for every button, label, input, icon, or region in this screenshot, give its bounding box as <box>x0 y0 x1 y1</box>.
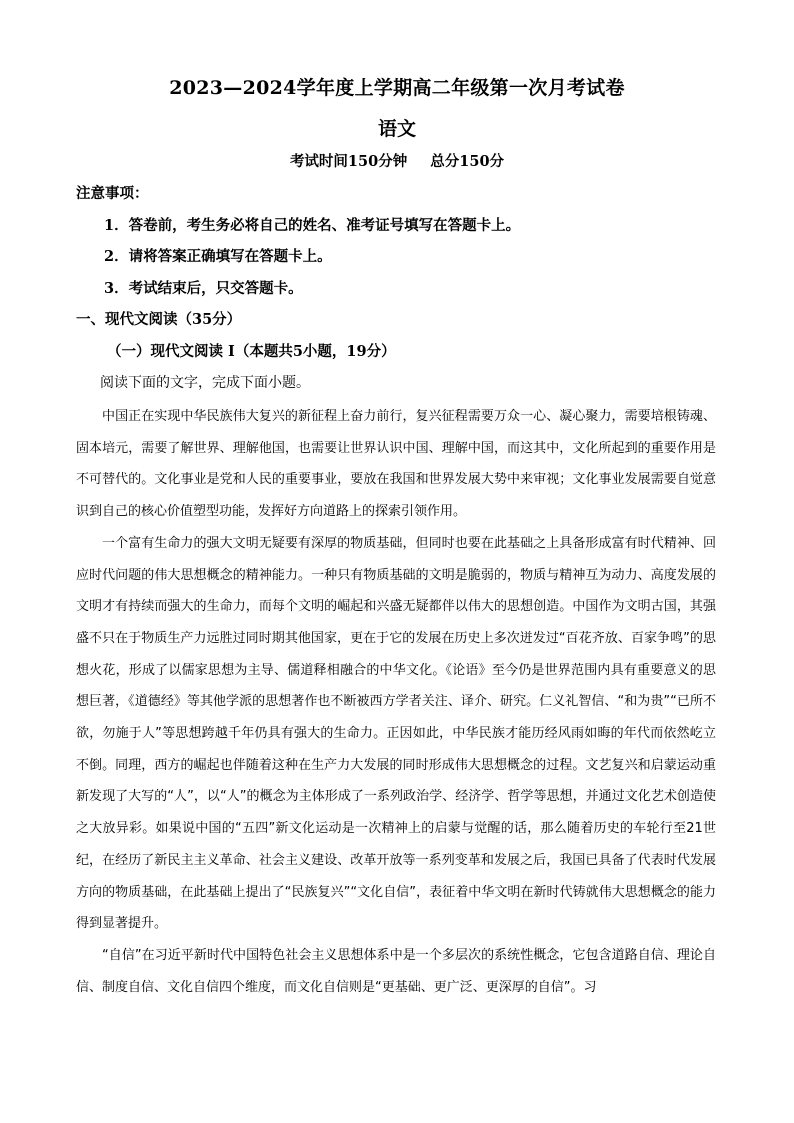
notice-heading: 注意事项： <box>76 185 149 202</box>
notice-item: 2．请将答案正确填写在答题卡上。 <box>104 248 332 265</box>
exam-title: 2023—2024学年度上学期高二年级第一次月考试卷 <box>169 77 625 99</box>
exam-time: 考试时间150分钟 <box>289 153 408 170</box>
subsection-heading: （一）现代文阅读 I（本题共5小题，19分） <box>107 343 396 360</box>
passage-paragraph: 中国正在实现中华民族伟大复兴的新征程上奋力前行，复兴征程需要万众一心、凝心聚力，需要培根铸魂、固本培元，需要了解世界、理解他国，也需要让世界认识中国、理解中国，而这其中，文化所起到的重要作用是不可替代的。文化事业是党和人民的重要事业，要放在我国和世界发展大势中来审视；文化事业发展需要自觉意识到自己的核心价值塑型功能，发挥好方向道路上的探索引领作用。 <box>76 409 716 520</box>
section-heading: 一、现代文阅读（35分） <box>76 311 242 328</box>
reading-passage <box>76 401 716 1003</box>
passage-paragraph: “自信”在习近平新时代中国特色社会主义思想体系中是一个多层次的系统性概念，它包含道路自信、理论自信、制度自信、文化自信四个维度，而文化自信则是“更基础、更广泛、更深厚的自信”。习 <box>76 947 716 995</box>
exam-info <box>0 150 794 171</box>
exam-total-score: 总分150分 <box>430 153 505 170</box>
notice-item: 1．答卷前，考生务必将自己的姓名、准考证号填写在答题卡上。 <box>104 217 521 234</box>
passage-paragraph: 一个富有生命力的强大文明无疑要有深厚的物质基础，但同时也要在此基础之上具备形成富有时代精神、回应时代问题的伟大思想概念的精神能力。一种只有物质基础的文明是脆弱的，物质与精神互为动力、高度发展的文明才有持续而强大的生命力，而每个文明的崛起和兴盛无疑都伴以伟大的思想创造。中国作为文明古国，其强盛不只在于物质生产力远胜过同时期其他国家，更在于它的发展在历史上多次迸发过“百花齐放、百家争鸣”的思想火花，形成了以儒家思想为主导、儒道释相融合的中华文化。《论语》至今仍是世界范围内具有重要意义的思想巨著，《道德经》等其他学派的思想著作也不断被西方学者关注、译介、研究。仁义礼智信、“和为贵”“已所不欲，勿施于人”等思想跨越千年仍具有强大的生命力。正因如此，中华民族才能历经风雨如晦的年代而依然屹立不倒。同理，西方的崛起也伴随着这种在生产力大发展的同时形成伟大思想概念的过程。文艺复兴和启蒙运动重新发现了大写的“人”，以“人”的概念为主体形成了一系列政治学、经济学、哲学等思想，并通过文化艺术创造使之大放异彩。如果说中国的“五四”新文化运动是一次精神上的启蒙与觉醒的话，那么随着历史的车轮行至21世纪，在经历了新民主主义革命、社会主义建设、改革开放等一系列变革和发展之后，我国已具备了代表时代发展方向的物质基础，在此基础上提出了“民族复兴”“文化自信”，表征着中华文明在新时代铸就伟大思想概念的能力得到显著提升。 <box>76 535 716 932</box>
subject-title: 语文 <box>377 118 416 140</box>
notice-item: 3．考试结束后，只交答题卡。 <box>104 280 303 297</box>
reading-instruction: 阅读下面的文字，完成下面小题。 <box>100 375 310 391</box>
